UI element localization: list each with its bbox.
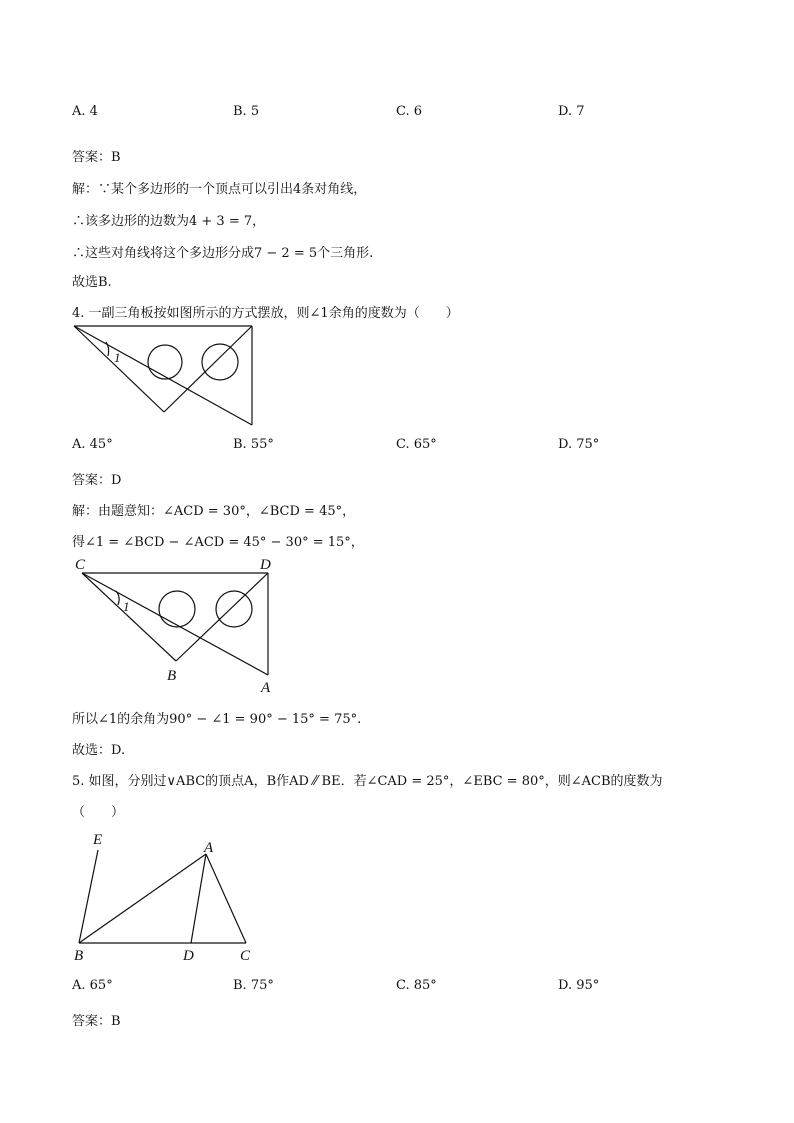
q3-option-b: B. 5: [233, 104, 260, 119]
q5-option-a: A. 65°: [72, 978, 113, 993]
q4-label-a: A: [261, 680, 271, 696]
q4-solution-figure: [70, 553, 280, 698]
q5-answer: 答案：B: [72, 1014, 121, 1029]
q4-figure-angle-label: 1: [114, 350, 121, 365]
q5-option-c: C. 85°: [396, 978, 437, 993]
q4-label-d: D: [260, 557, 271, 573]
q4-solution-line-4: 故选：D.: [72, 743, 126, 758]
q3-option-a: A. 4: [72, 104, 98, 119]
q4-option-b: B. 55°: [233, 437, 274, 452]
q3-option-d: D. 7: [558, 104, 585, 119]
q4-figure-triangles: [70, 322, 260, 430]
q4-answer: 答案：D: [72, 473, 122, 488]
q4-solution-line-1: 解：由题意知：∠ACD = 30°，∠BCD = 45°，: [72, 504, 356, 519]
q5-option-d: D. 95°: [558, 978, 600, 993]
q4-label-b: B: [167, 668, 177, 684]
q5-figure-triangle: [70, 828, 270, 964]
q3-answer: 答案：B: [72, 150, 121, 165]
q4-option-c: C. 65°: [396, 437, 437, 452]
q5-label-c: C: [240, 948, 251, 964]
q5-option-b: B. 75°: [233, 978, 274, 993]
q3-solution-line-4: 故选B.: [72, 275, 112, 290]
q4-label-c: C: [75, 557, 86, 573]
q5-label-d: D: [183, 948, 194, 964]
q4-solution-line-2: 得∠1 = ∠BCD − ∠ACD = 45° − 30° = 15°，: [72, 535, 364, 550]
q5-label-a: A: [204, 840, 214, 856]
q4-stem: 4. 一副三角板按如图所示的方式摆放，则∠1余角的度数为（ ）: [72, 306, 459, 321]
q3-solution-line-1: 解：∵某个多边形的一个顶点可以引出4条对角线，: [72, 182, 367, 197]
q4-option-a: A. 45°: [72, 437, 113, 452]
q4-solution-angle-label: 1: [123, 599, 130, 614]
q3-solution-line-3: ∴这些对角线将这个多边形分成7 − 2 = 5个三角形.: [72, 246, 374, 261]
q4-solution-line-3: 所以∠1的余角为90° − ∠1 = 90° − 15° = 75°.: [72, 712, 362, 727]
q5-stem-continued: （ ）: [72, 805, 125, 820]
q3-option-c: C. 6: [396, 104, 423, 119]
q4-option-d: D. 75°: [558, 437, 600, 452]
q5-label-e: E: [93, 832, 103, 848]
q5-label-b: B: [74, 948, 84, 964]
q5-stem: 5. 如图，分别过∨ABC的顶点A，B作AD ⁄⁄ BE．若∠CAD = 25°，∠EBC = 80°，则∠ACB的度数为: [72, 774, 663, 789]
q3-solution-line-2: ∴该多边形的边数为4 + 3 = 7，: [72, 214, 266, 229]
